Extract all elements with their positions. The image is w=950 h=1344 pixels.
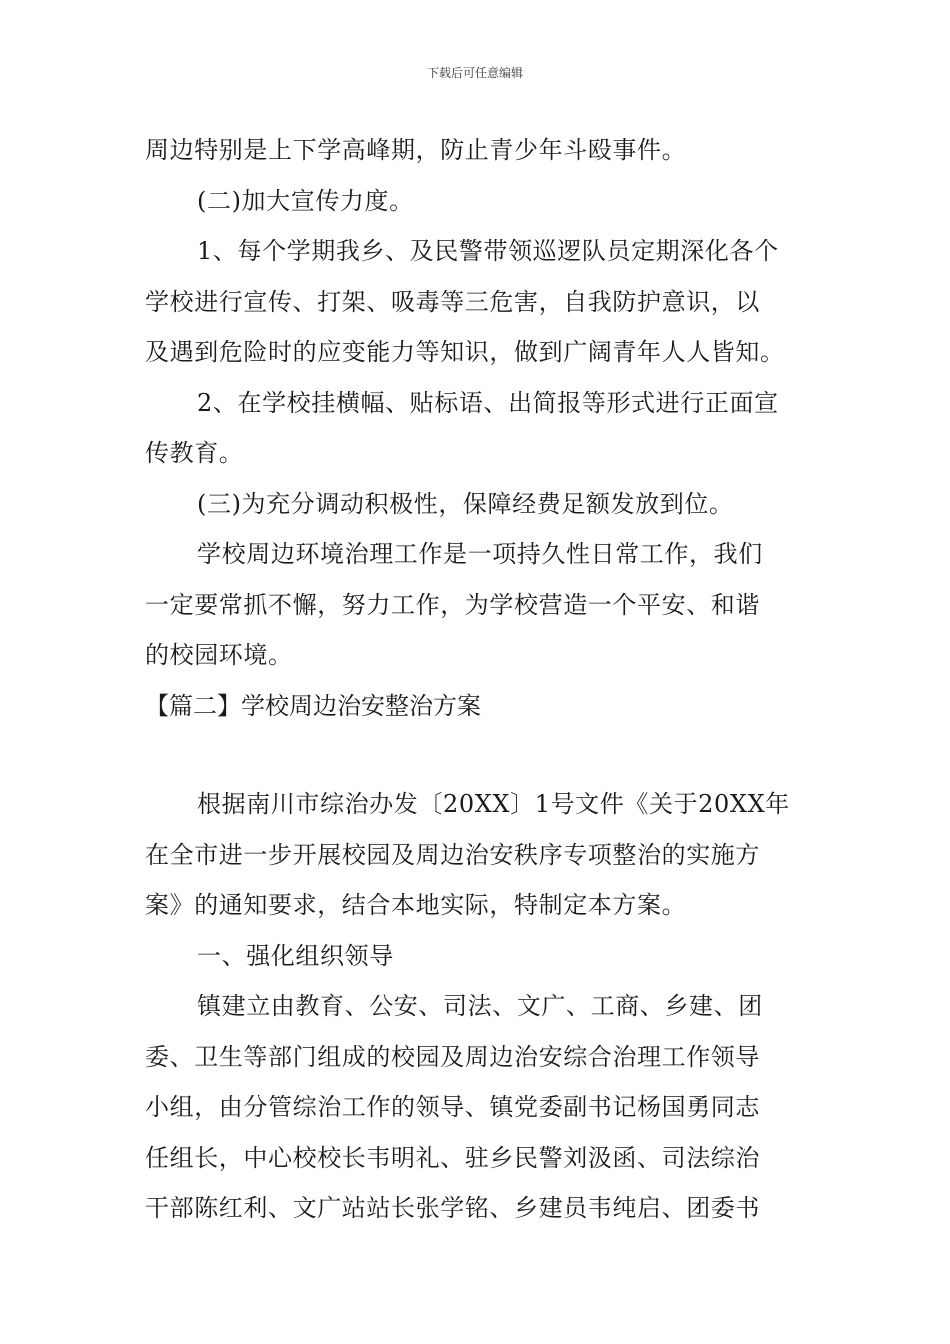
page-header-note: 下载后可任意编辑 — [426, 66, 523, 80]
paragraph-line: 学校周边环境治理工作是一项持久性日常工作，我们 — [197, 540, 763, 568]
paragraph-line: 干部陈红利、文广站站长张学铭、乡建员韦纯启、团委书 — [145, 1194, 760, 1222]
paragraph-line: (三)为充分调动积极性，保障经费足额发放到位。 — [197, 489, 734, 518]
paragraph-line: (二)加大宣传力度。 — [197, 186, 414, 215]
paragraph-line: 小组，由分管综治工作的领导、镇党委副书记杨国勇同志 — [145, 1093, 760, 1121]
paragraph-line: 委、卫生等部门组成的校园及周边治安综合治理工作领导 — [145, 1042, 760, 1071]
paragraph-line: 2、在学校挂横幅、贴标语、出简报等形式进行正面宣 — [197, 388, 779, 417]
paragraph-line: 任组长，中心校校长韦明礼、驻乡民警刘汲函、司法综治 — [145, 1143, 760, 1172]
paragraph-line: 镇建立由教育、公安、司法、文广、工商、乡建、团 — [197, 992, 763, 1020]
paragraph-line: 案》的通知要求，结合本地实际，特制定本方案。 — [145, 891, 687, 919]
section-title: 【篇二】学校周边治安整治方案 — [145, 691, 481, 720]
paragraph-line: 周边特别是上下学高峰期，防止青少年斗殴事件。 — [145, 136, 687, 164]
subheading-line: 一、强化组织领导 — [197, 941, 394, 970]
paragraph-line: 学校进行宣传、打架、吸毒等三危害，自我防护意识，以 — [145, 287, 760, 316]
document-body — [145, 125, 810, 1234]
paragraph-line: 及遇到危险时的应变能力等知识，做到广阔青年人人皆知。 — [145, 338, 785, 366]
paragraph-line: 在全市进一步开展校园及周边治安秩序专项整治的实施方 — [145, 840, 760, 869]
paragraph-line: 一定要常抓不懈，努力工作，为学校营造一个平安、和谐 — [145, 590, 760, 619]
paragraph-line: 传教育。 — [145, 439, 244, 467]
paragraph-line: 根据南川市综治办发〔20XX〕1号文件《关于20XX年 — [197, 790, 790, 818]
paragraph-line: 的校园环境。 — [145, 641, 293, 669]
paragraph-line: 1、每个学期我乡、及民警带领巡逻队员定期深化各个 — [197, 237, 779, 265]
blank-spacer — [145, 731, 810, 779]
